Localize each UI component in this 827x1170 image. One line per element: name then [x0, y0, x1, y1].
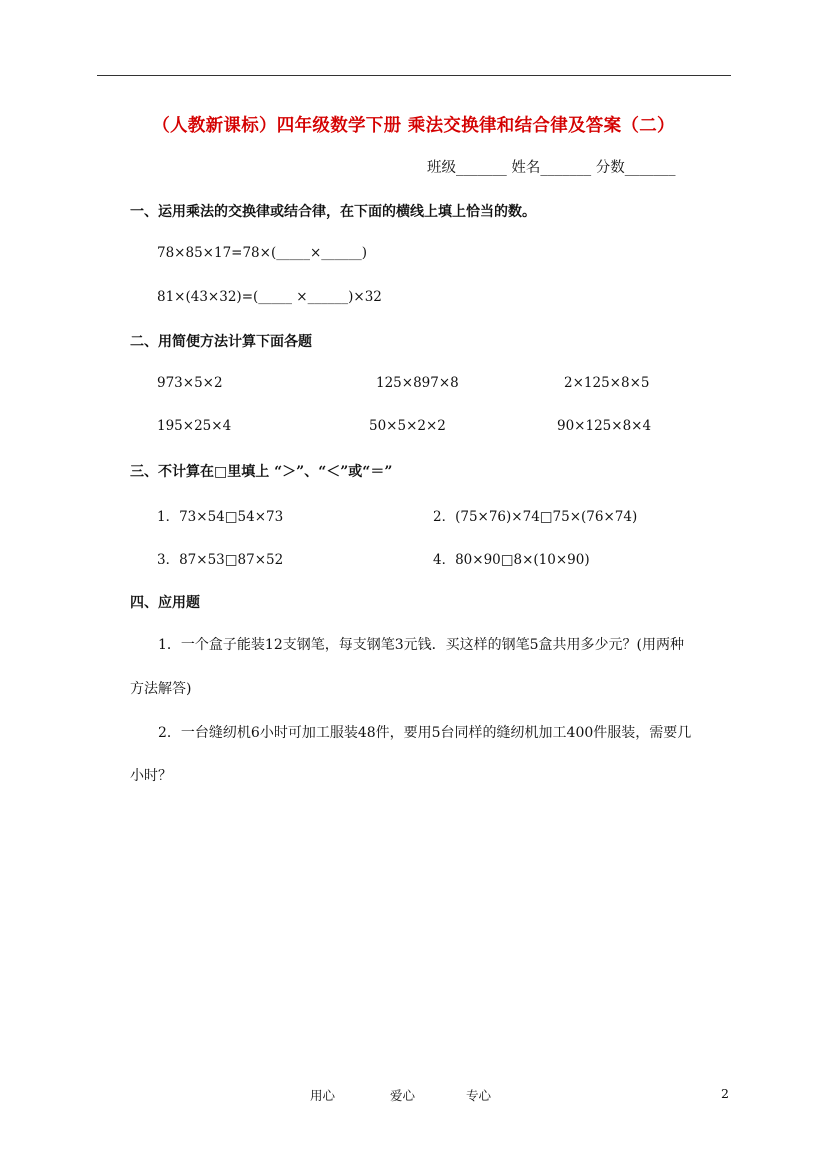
footer-item: 爱心	[390, 1088, 416, 1103]
section2-item: 973×5×2	[157, 375, 223, 391]
section3-item: 3．87×53□87×52	[157, 552, 284, 568]
section1-heading: 一、运用乘法的交换律或结合律，在下面的横线上填上恰当的数。	[130, 204, 536, 220]
section2-item: 50×5×2×2	[369, 418, 446, 434]
question-1-line-2: 方法解答)	[130, 681, 192, 697]
section2-item: 195×25×4	[157, 418, 232, 434]
question-2-line-2: 小时？	[130, 768, 172, 784]
footer-item: 用心	[310, 1088, 336, 1103]
footer-item: 专心	[466, 1088, 492, 1103]
question-1-line-1: 1．一个盒子能装12支钢笔，每支钢笔3元钱．买这样的钢笔5盒共用多少元？(用两种	[158, 637, 684, 653]
section3-item: 1．73×54□54×73	[157, 509, 284, 525]
student-info-line: 班级_______ 姓名_______ 分数_______	[427, 160, 676, 176]
section4-heading: 四、应用题	[130, 595, 200, 611]
section1-line-2: 81×(43×32)=(_____ ×______)×32	[157, 289, 382, 305]
section2-item: 125×897×8	[376, 375, 459, 391]
question-2-line-1: 2．一台缝纫机6小时可加工服装48件，要用5台同样的缝纫机加工400件服装，需要几	[158, 725, 692, 741]
page-title: （人教新课标）四年级数学下册 乘法交换律和结合律及答案（二）	[152, 116, 675, 136]
section3-heading: 三、不计算在□里填上 “＞”、“＜”或“＝”	[130, 464, 393, 480]
header-rule	[97, 75, 731, 76]
section1-line-1: 78×85×17=78×(_____×______)	[157, 245, 368, 261]
section3-item: 2．(75×76)×74□75×(76×74)	[433, 509, 638, 525]
section2-item: 90×125×8×4	[557, 418, 652, 434]
page-number: 2	[721, 1086, 729, 1101]
section2-heading: 二、用简便方法计算下面各题	[130, 334, 312, 350]
section2-item: 2×125×8×5	[564, 375, 650, 391]
section3-item: 4．80×90□8×(10×90)	[433, 552, 590, 568]
